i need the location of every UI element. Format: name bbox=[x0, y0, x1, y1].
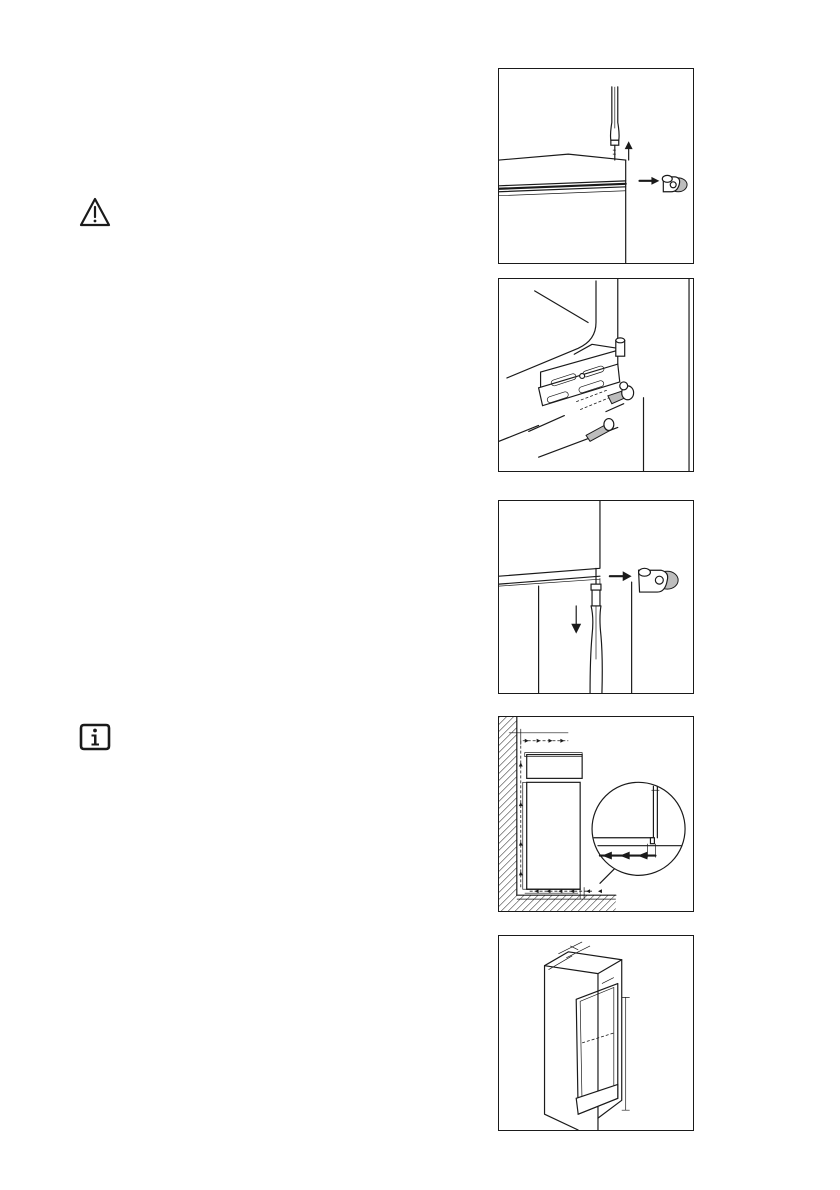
screwdriver-icon bbox=[590, 568, 602, 693]
arrow-right-icon bbox=[610, 571, 632, 581]
dimension-lines bbox=[558, 942, 629, 1110]
warning-triangle-icon bbox=[78, 196, 112, 228]
information-icon bbox=[78, 722, 112, 752]
hinge-part-icon bbox=[662, 175, 687, 191]
hinge-part-icon bbox=[639, 568, 679, 592]
arrow-down-icon bbox=[571, 606, 581, 634]
screwdriver-icon bbox=[611, 87, 620, 160]
hinge-pin-icon bbox=[616, 338, 625, 356]
arrow-right-icon bbox=[640, 177, 660, 185]
figure-release-bottom-hinge bbox=[498, 500, 694, 694]
figure-ventilation-airflow bbox=[498, 716, 694, 912]
figure-remove-top-hinge-screw bbox=[498, 68, 694, 264]
figure-hinge-bracket bbox=[498, 278, 694, 472]
figure-niche-dimensions bbox=[498, 935, 694, 1131]
magnified-detail bbox=[592, 782, 685, 875]
arrow-up-icon bbox=[625, 141, 633, 160]
